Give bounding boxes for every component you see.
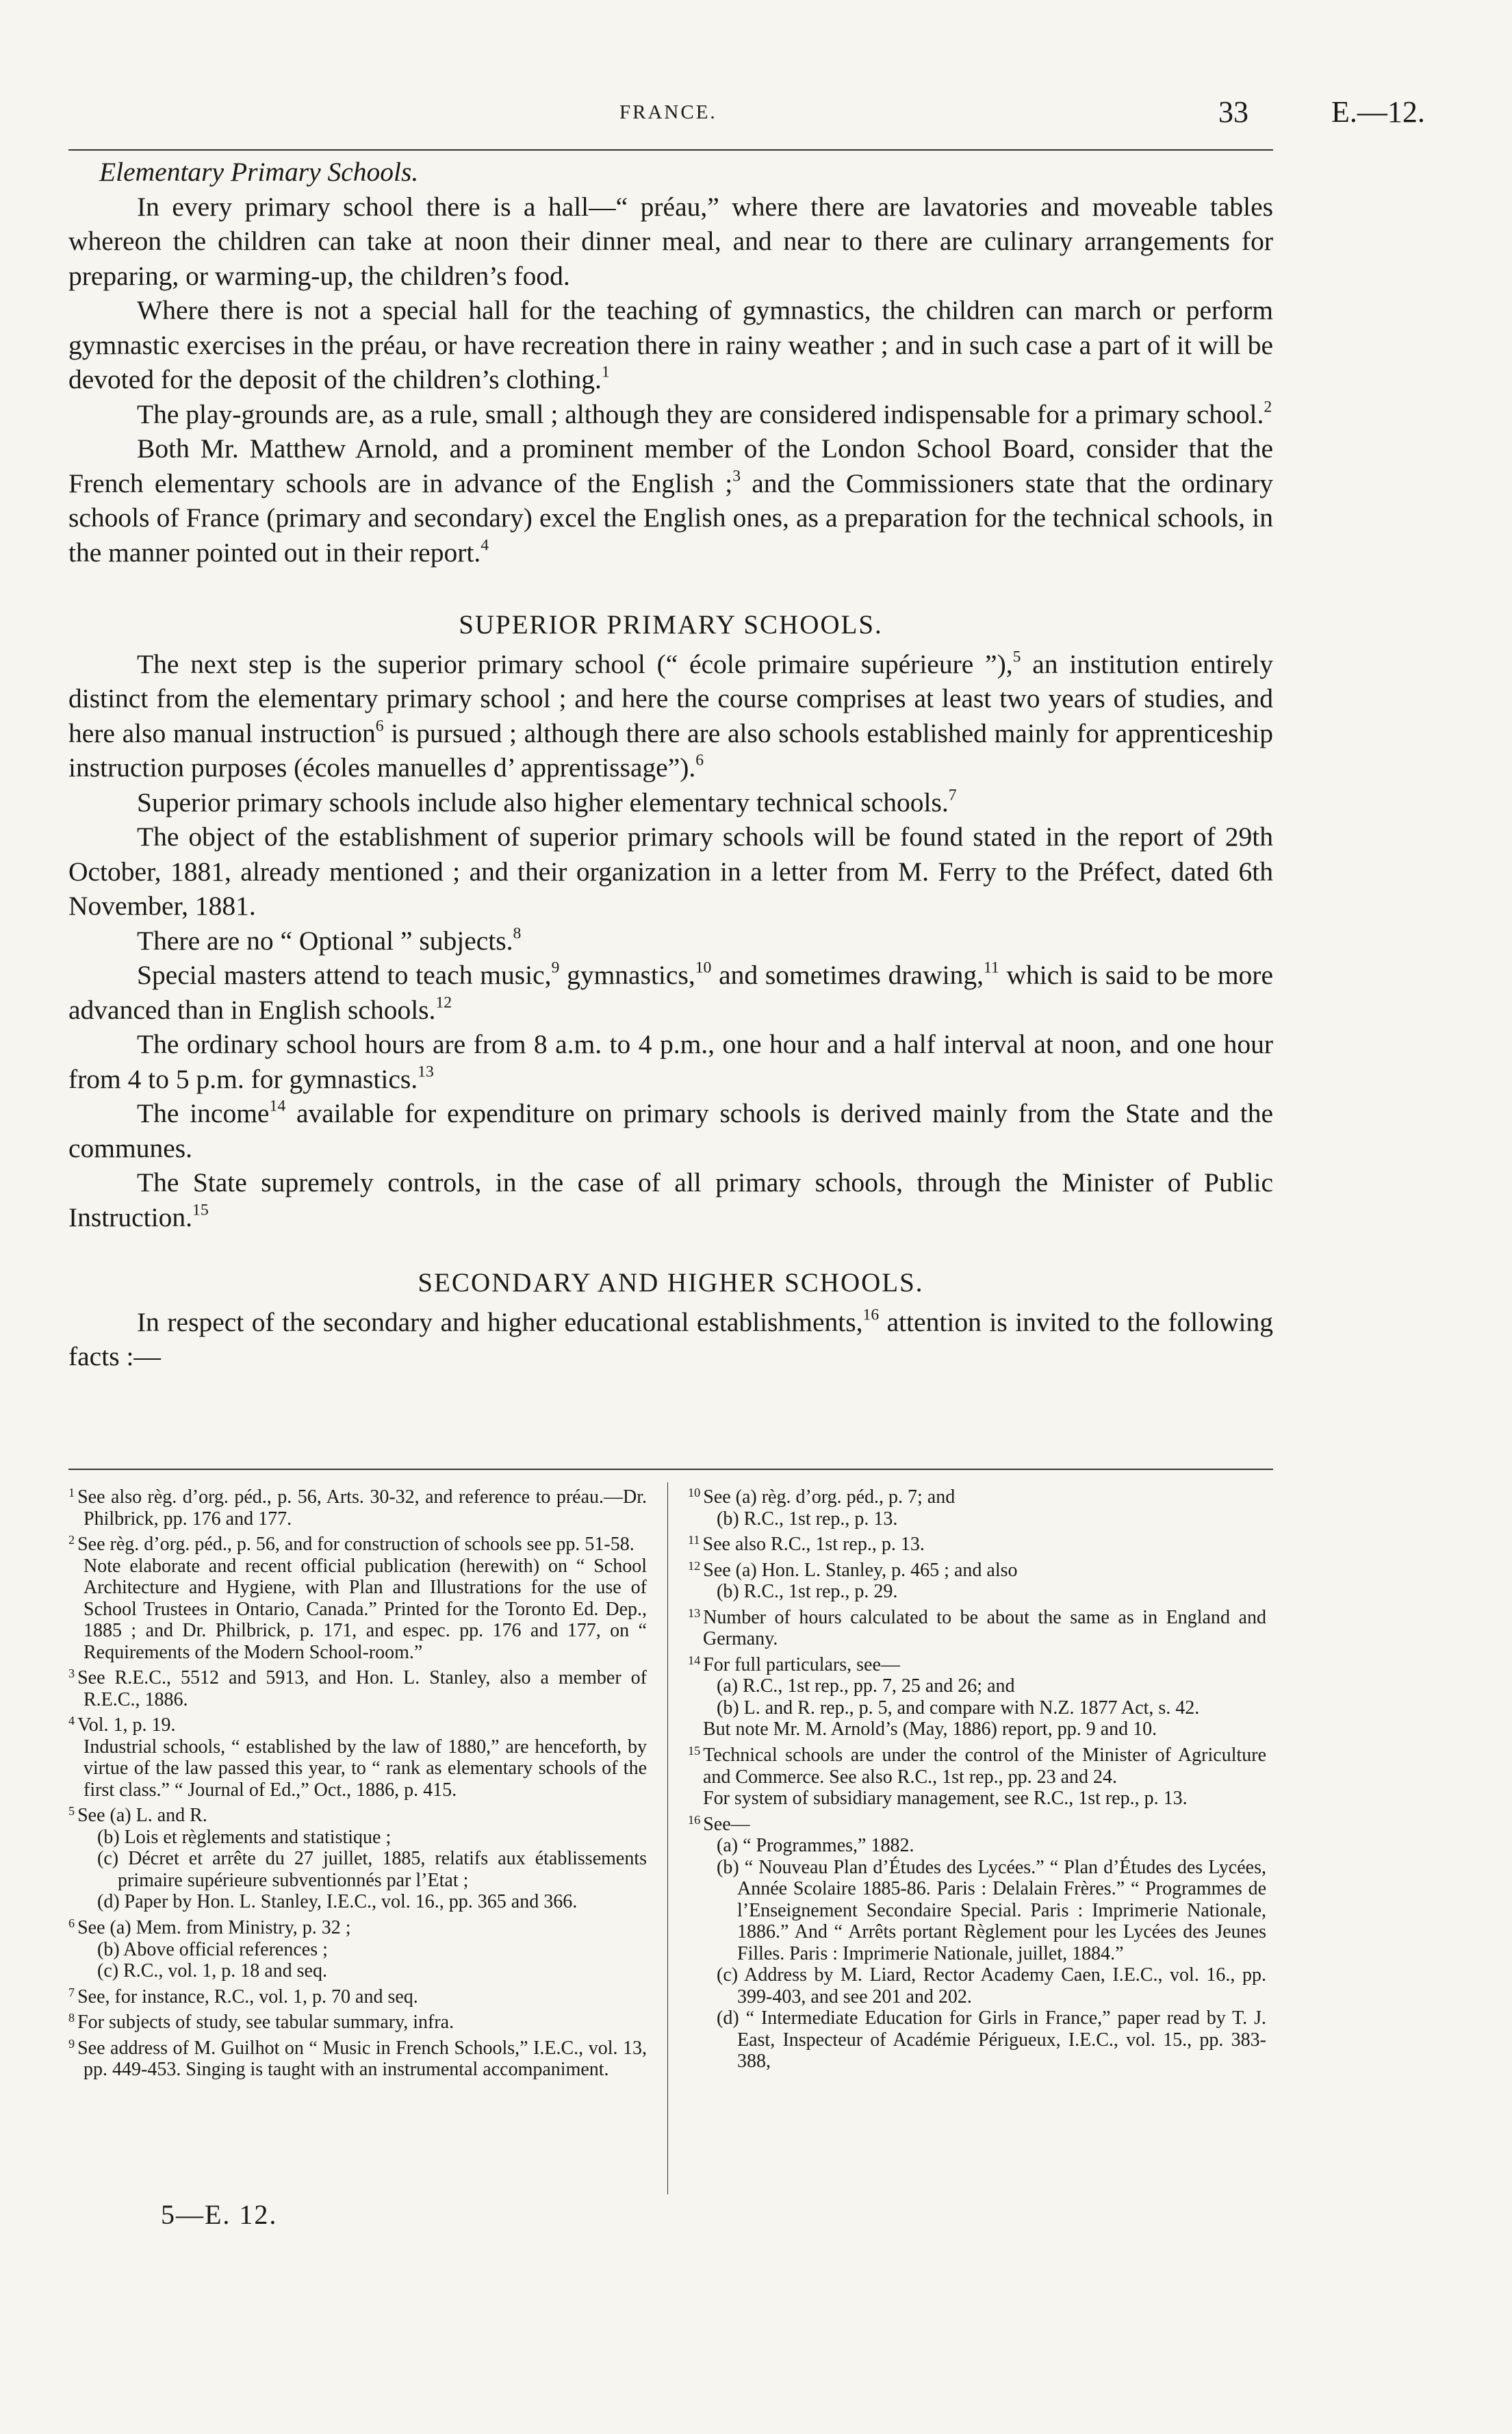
footnote: $^{15}$ Technical schools are under the control of the Minister of Agriculture and Commerce. See also R.C., 1st rep., pp. 23 and 24. — [688, 1743, 1266, 1788]
footnote-ref: 7 — [948, 785, 957, 804]
section-heading-elementary: Elementary Primary Schools. — [99, 157, 419, 187]
main-text — [68, 155, 1273, 1374]
footnote: $^9$ See address of M. Guilhot on “ Music in French Schools,” I.E.C., vol. 13, pp. 449-453. Singing is taught with an instrumental accompaniment. — [68, 2036, 647, 2081]
footnote: $^{11}$ See also R.C., 1st rep., p. 13. — [688, 1533, 925, 1556]
footnote-item: (b) Lois et règlements and statistique ; — [97, 1826, 392, 1848]
footnote-ref: 11 — [983, 959, 999, 977]
heading-secondary-higher: SECONDARY AND HIGHER SCHOOLS. — [418, 1268, 924, 1297]
paragraph: The State supremely controls, in the case of all primary schools, through the Minister of Public Instruction.$^{15}$ — [68, 1167, 1273, 1232]
paragraph: The play-grounds are, as a rule, small ; although they are considered indispensable for a primary school.$^2$ — [137, 397, 1272, 429]
footnote: $^4$ Vol. 1, p. 19. — [68, 1714, 176, 1736]
footnote: $^{10}$ See (a) règ. d’org. péd., p. 7; and — [688, 1486, 956, 1508]
footnote: $^{14}$ For full particulars, see— — [688, 1653, 900, 1675]
footnote-rule — [68, 1469, 1273, 1470]
footnote: $^{13}$ Number of hours calculated to be about the same as in England and Germany. — [688, 1606, 1266, 1650]
footnote-ref: 2 — [1264, 397, 1272, 416]
footnote: $^1$ See also règ. d’org. péd., p. 56, Arts. 30-32, and reference to préau.—Dr. Philbrick, pp. 176 and 177. — [68, 1486, 647, 1530]
paragraph: In respect of the secondary and higher educational establishments,$^{16}$ attention is invited to the following facts :— — [68, 1305, 1273, 1371]
footnote-note: Note elaborate and recent official publication (herewith) on “ School Architecture and Hygiene, with Plan and Illustrations for the use of School Trustees in Ontario, Canada.” Printed for the Toronto Ed. Dep., 1885 ; and Dr. Philbrick, p. 171, and espec. pp. 176 and 177, on “ Requirements of the Modern School-room.” — [84, 1555, 647, 1663]
signature-mark: 5—E. 12. — [161, 2199, 278, 2230]
column-divider — [667, 1482, 668, 2194]
paragraph: The ordinary school hours are from 8 a.m. to 4 p.m., one hour and a half interval at noon, and one hour from 4 to 5 p.m. for gymnastics.$^{13}$ — [68, 1029, 1273, 1094]
footnote-ref: 16 — [862, 1305, 880, 1323]
footnote-item: (b) Above official references ; — [97, 1938, 328, 1960]
paragraph: The next step is the superior primary school (“ école primaire supérieure ”),$^5$ an institution entirely distinct from the elementary primary school ; and here the course comprises at least two years of studies, and here also manual instruction$^6$ is pursued ; although there are also schools established mainly for apprenticeship instruction purposes (écoles manuelles d’ apprentissage”).$^6$ — [68, 647, 1273, 783]
footnote-item: (b) R.C., 1st rep., p. 13. — [717, 1508, 898, 1530]
footnote-item: (d) Paper by Hon. L. Stanley, I.E.C., vol. 16., pp. 365 and 366. — [97, 1891, 578, 1913]
footnote: $^8$ For subjects of study, see tabular summary, infra. — [68, 2011, 454, 2033]
paragraph: Superior primary schools include also higher elementary technical schools.$^7$ — [137, 785, 957, 817]
paragraph: Both Mr. Matthew Arnold, and a prominent member of the London School Board, consider that the French elementary schools are in advance of the English ;$^3$ and the Commissioners state that the ordinary schools of France (primary and secondary) excel the English ones, as a preparation for the technical schools, in the manner pointed out in their report.$^4$ — [68, 433, 1273, 568]
footnote-ref: 9 — [551, 959, 560, 977]
footnote-ref: 12 — [435, 993, 452, 1011]
footnote-item: (a) R.C., 1st rep., pp. 7, 25 and 26; and — [717, 1675, 1015, 1697]
footnote-ref: 6 — [375, 716, 384, 735]
page-number: 33 — [1218, 95, 1248, 129]
footnote-item: (b) “ Nouveau Plan d’Études des Lycées.” “ Plan d’Études des Lycées, Année Scolaire 1885-86. Paris : Delalain Frères.” “ Programmes de l’Enseignement Secondaire Special. Paris : Imprimerie Nationale, 1886.” And “ Arrêts portant Règlement pour les Lycées des Jeunes Filles. Paris : Imprimerie Nationale, juillet, 1884.” — [717, 1856, 1266, 1964]
footnote: $^3$ See R.E.C., 5512 and 5913, and Hon. L. Stanley, also a member of R.E.C., 1886. — [68, 1666, 647, 1710]
paragraph: The income$^{14}$ available for expenditure on primary schools is derived mainly from the State and the communes. — [68, 1097, 1273, 1163]
footnote: $^6$ See (a) Mem. from Ministry, p. 32 ; — [68, 1916, 351, 1939]
footnote-note: For system of subsidiary management, see R.C., 1st rep., p. 13. — [703, 1788, 1188, 1810]
footnote-ref: 10 — [695, 959, 712, 977]
footnote-item: (b) L. and R. rep., p. 5, and compare with N.Z. 1877 Act, s. 42. — [717, 1697, 1200, 1719]
footnote-ref: 1 — [601, 363, 610, 381]
footnote-item: (a) “ Programmes,” 1882. — [717, 1835, 914, 1857]
footnote-ref: 13 — [418, 1062, 434, 1080]
footnote-ref: 4 — [480, 535, 489, 554]
heading-superior-primary: SUPERIOR PRIMARY SCHOOLS. — [459, 610, 883, 639]
footnote: $^5$ See (a) L. and R. — [68, 1804, 207, 1827]
footnote-ref: 15 — [192, 1200, 209, 1219]
document-code: E.—12. — [1331, 95, 1425, 129]
footnote-note: But note Mr. M. Arnold’s (May, 1886) report, pp. 9 and 10. — [703, 1719, 1157, 1740]
footnote-note: Industrial schools, “ established by the law of 1880,” are henceforth, by virtue of the law passed this year, to “ rank as elementary schools of the first class.” “ Journal of Ed.,” Oct., 1886, p. 415. — [84, 1736, 647, 1801]
paragraph: In every primary school there is a hall—“ préau,” where there are lavatories and moveable tables whereon the children can take at noon their dinner meal, and near to there are culinary arrangements for preparing, or warming-up, the children’s food. — [68, 191, 1273, 291]
footnote-ref: 5 — [1012, 647, 1021, 665]
paragraph: Special masters attend to teach music,$^9$ gymnastics,$^{10}$ and sometimes drawing,$^{11}$ which is said to be more advanced than in English schools.$^{12}$ — [68, 959, 1273, 1025]
footnote-item: (c) R.C., vol. 1, p. 18 and seq. — [97, 1960, 327, 1982]
footnotes-left-column — [68, 1482, 647, 2081]
paragraph: The object of the establishment of superior primary schools will be found stated in the report of 29th October, 1881, already mentioned ; and their organization in a letter from M. Ferry to the Préfect, dated 6th November, 1881. — [68, 822, 1273, 921]
footnote-ref: 8 — [513, 924, 522, 942]
footnote: $^7$ See, for instance, R.C., vol. 1, p. 70 and seq. — [68, 1985, 418, 2007]
running-title: FRANCE. — [619, 101, 717, 123]
footnote-item: (c) Address by M. Liard, Rector Academy Caen, I.E.C., vol. 16., pp. 399-403, and see 201 and 202. — [717, 1964, 1266, 2007]
footnote-ref: 3 — [732, 466, 741, 485]
paragraph: There are no “ Optional ” subjects.$^8$ — [137, 924, 522, 956]
footnote-item: (c) Décret et arrête du 27 juillet, 1885, relatifs aux établissements primaire supérieure subventionnés par l’Etat ; — [97, 1848, 647, 1891]
page-header — [68, 94, 1425, 136]
footnotes-right-column — [688, 1482, 1266, 2072]
footnote-item: (b) R.C., 1st rep., p. 29. — [717, 1581, 898, 1603]
footnote-item: (d) “ Intermediate Education for Girls in France,” paper read by T. J. East, Inspecteur of Académie Périgueux, I.E.C., vol. 15., pp. 383-388, — [717, 2007, 1266, 2072]
footnote-ref: 6 — [695, 751, 704, 770]
footnote: $^2$ See règ. d’org. péd., p. 56, and for construction of schools see pp. 51-58. — [68, 1533, 635, 1556]
header-rule — [68, 149, 1273, 151]
footnote: $^{12}$ See (a) Hon. L. Stanley, p. 465 ; and also — [688, 1558, 1018, 1581]
footnote: $^{16}$ See— — [688, 1812, 750, 1835]
footnote-ref: 14 — [269, 1097, 286, 1115]
paragraph: Where there is not a special hall for the teaching of gymnastics, the children can march or perform gymnastic exercises in the préau, or have recreation there in rainy weather ; and in such case a part of it will be devoted for the deposit of the children’s clothing.$^1$ — [68, 295, 1273, 394]
